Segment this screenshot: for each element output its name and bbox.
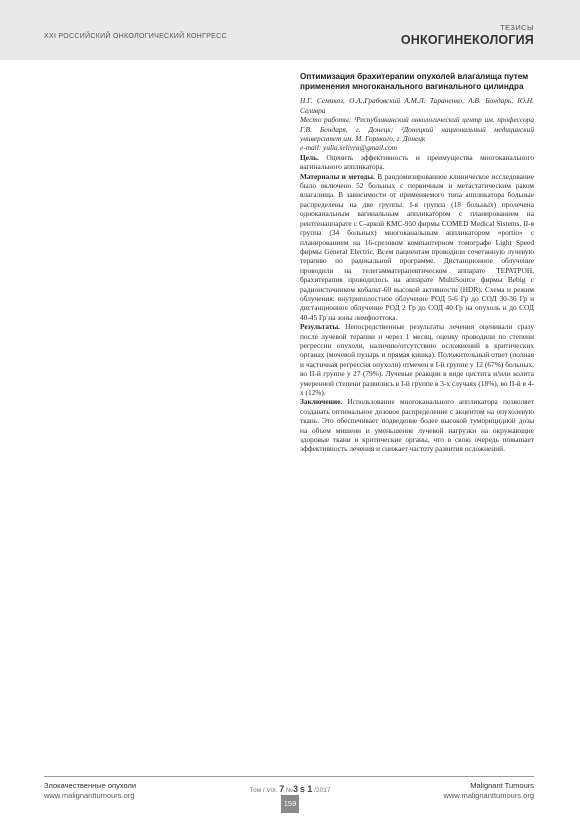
methods-paragraph: [300, 172, 534, 323]
journal-site-right[interactable]: www.malignanttumours.org: [443, 791, 534, 800]
goal-text: Оценить эффективность и преимущества многоканального вагинального аппликатора.: [300, 152, 534, 172]
journal-site-left[interactable]: www.malignanttumours.org: [44, 791, 135, 800]
methods-text: В рандомизированное клиническое исследование было включено 52 больных с первичным и метастатическим раком влагалища. В зависимости от применяемого типа аппликатора больные распределены на две группы. I-я группа (18 больных) пролечена одноканальным вагинальным аппликатором с планированием на рентгенаппарате с С-аркой КМС-950 фирмы COMED Medical Sistems, II-я группа (34 больных) многоканальным аппликатором «portio» с планированием на 16-срезовом компьютерном томографе Light Speed фирмы General Electric. Всем пациентам проводили сочетанную лучевую терапию по радикальной программе. Дистанционное облучение проводили на телегамматерапевтическом аппарате ТЕРАТРОН, брахитерапия проводилось на аппарате MultiSource фирмы Bebig с радиоисточником кобальт-60 высокой активности (HDR). Схема и режим облучения: внутриполостное облучение РОД 5-6 Гр до СОД 30-36 Гр и дистанционное облучение РОД 2 Гр до СОД 40 Гр на опухоль и до СОД 40-45 Гр на зоны лимфооттока.: [300, 171, 534, 322]
footer-divider: [44, 776, 534, 777]
conclusion-text: Использование многоканального аппликатора позволяет создавать оптимальное дозовое распределение с акцентом на опухолевую ткань. Это обеспечивает подведение более высокой туморицидной дозы на объем мишени и уменьшение лучевой нагрузки на окружающие здоровые ткани и критические органы, что в свою очередь повышает эффективность лечения и снижает частоту развития осложнений.: [300, 397, 534, 454]
results-paragraph: [300, 322, 534, 397]
number-label: №: [286, 787, 293, 794]
results-label: Результаты.: [300, 322, 341, 332]
methods-label: Материалы и методы.: [300, 171, 375, 181]
article-title: Оптимизация брахитерапии опухолей влагалища путем применения многоканального вагинального цилиндра: [300, 72, 529, 92]
section-title: ОНКОГИНЕКОЛОГИЯ: [400, 33, 534, 47]
article-authors: Н.Г. Семикоз, О.А.,Грабовский А.М.Л. Тараненко, А.В. Бондарь, Ю.Н. Селивра: [300, 96, 534, 115]
volume-number: 7: [279, 784, 285, 794]
page-header: [0, 0, 580, 60]
conference-name: XXI РОССИЙСКИЙ ОНКОЛОГИЧЕСКИЙ КОНГРЕСС: [44, 33, 227, 40]
article: [300, 72, 534, 454]
goal-label: Цель.: [300, 152, 319, 162]
goal-paragraph: [300, 153, 534, 172]
category-label: ТЕЗИСЫ: [500, 23, 534, 32]
journal-name-en: Malignant Tumours: [470, 781, 534, 790]
conclusion-paragraph: [300, 397, 534, 453]
supplement-number: s 1: [299, 784, 313, 794]
conclusion-label: Заключение.: [300, 397, 343, 407]
issue-number: 3: [293, 784, 299, 794]
article-email: e-mail: yulia.selivra@gmail.com: [300, 143, 398, 153]
journal-name-ru: Злокачественные опухоли: [44, 781, 137, 790]
issue-year: /2017: [314, 787, 331, 794]
article-affiliation: Место работы: ¹Республиканский онкологический центр им. профессора Г.В. Бондаря, г. Донецк; ²Донецкий национальный медицинский университет им. М. Горького, г. Донецк: [300, 115, 534, 144]
page-number: 159: [281, 795, 299, 813]
volume-label: Том / Vol.: [249, 787, 278, 794]
results-text: Непосредственные результаты лечения оценивали сразу после лучевой терапии и через 1 месяц, оценку проводили по степени регрессии опухоли, наличию/отсутствию осложнений в критических органах (мочевой пузырь и прямая кишка). Положительный ответ (полная и частичная регрессия опухоли) отмечен в I-й группе у 12 (67%) больных, во II-й группе у 27 (79%). Лучевые реакции в виде цистита и/или колита умеренной степени развились в I-й группе в 3-х случаях (18%), во II-й в 4-х (12%).: [300, 322, 534, 397]
